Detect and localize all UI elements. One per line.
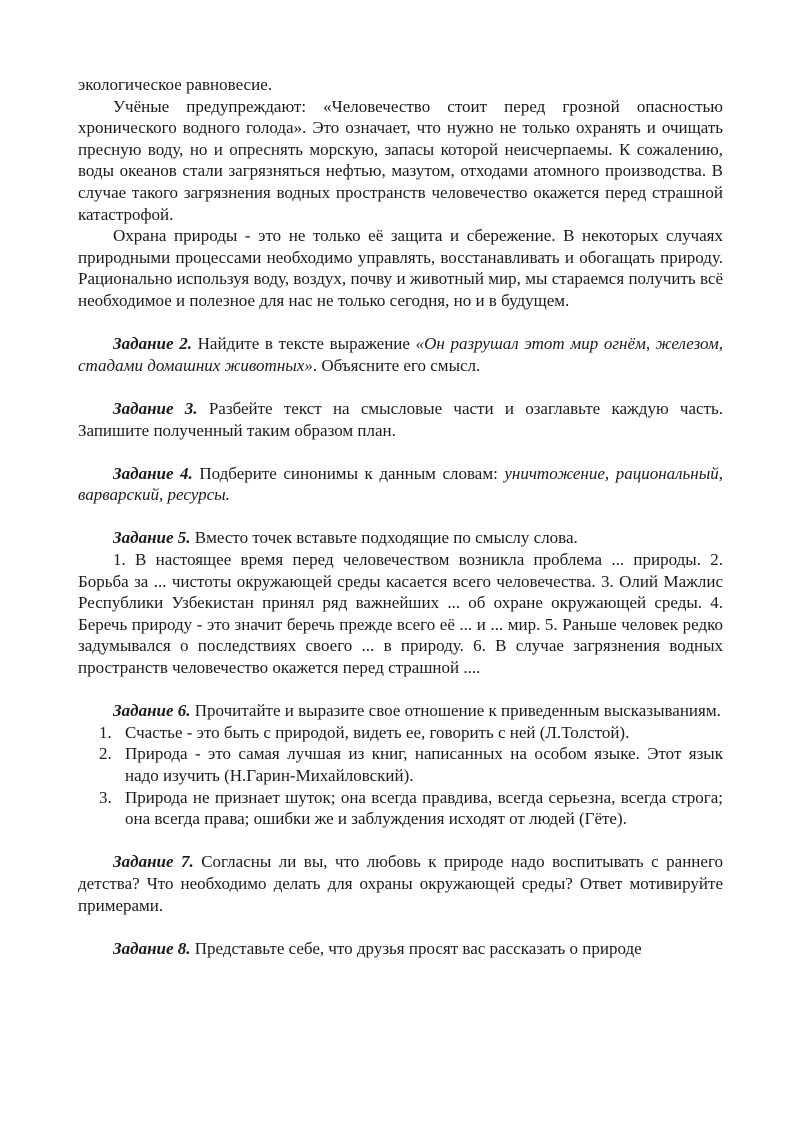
task-4 — [78, 463, 723, 506]
task-5 — [78, 527, 723, 549]
task-5-label: Задание 5. — [113, 528, 191, 548]
list-item — [78, 743, 723, 786]
document-page — [78, 74, 723, 959]
paragraph-nature-protection: Охрана природы - это не только её защита и сбережение. В некоторых случаях природными процессами необходимо управлять, восстанавливать и обогащать природу. Рационально используя воду, воздух, почву и животный мир, мы стараемся получить всё необходимое и полезное для нас не только сегодня, но и в будущем. — [78, 226, 723, 310]
task-2-quote: «Он разрушал этот мир огнём, железом, стадами домашних животных» — [78, 334, 723, 375]
task-3-label: Задание 3. — [113, 398, 198, 418]
task-2 — [78, 333, 723, 376]
task-5-body: 1. В настоящее время перед человечеством возникла проблема ... природы. 2. Борьба за ... чистоты окружающей среды касается всего человечества. 3. Олий Мажлис Республики Узбекистан принял ряд важнейших ... об охране окружающей среды. 4. Беречь природу - это значит беречь прежде всего её ... и ... мир. 5. Раньше человек редко задумывался о последствиях своего ... в природу. 6. В случае загрязнения водных пространств человечество окажется перед страшной .... — [78, 550, 723, 678]
list-item-text: Природа - это самая лучшая из книг, написанных на особом языке. Этот язык надо изучить (Н.Гарин-Михайловский). — [125, 744, 723, 785]
task-3 — [78, 398, 723, 441]
task-4-text: Подберите синонимы к данным словам: — [192, 463, 505, 483]
task-8-text: Представьте себе, что друзья просят вас рассказать о природе — [190, 938, 642, 958]
list-item-number: 3. — [99, 787, 112, 807]
task-2-text-a: Найдите в тексте выражение — [191, 334, 416, 354]
task-4-words: уничтожение, рациональный, варварский, ресурсы. — [78, 463, 723, 505]
task-2-text-b: . Объясните его смысл. — [312, 355, 481, 375]
task-4-label: Задание 4. — [113, 463, 193, 483]
quote-list — [78, 722, 723, 830]
task-3-text: Разбейте текст на смысловые части и озаглавьте каждую часть. Запишите полученный таким образом план. — [78, 398, 724, 440]
list-item-text: Природа не признает шуток; она всегда правдива, всегда серьезна, всегда строга; она всегда права; ошибки же и заблуждения исходят от людей (Гёте). — [125, 787, 723, 829]
task-6-text: Прочитайте и выразите свое отношение к приведенным высказываниям. — [190, 701, 721, 721]
list-item — [78, 722, 723, 744]
task-6-label: Задание 6. — [113, 701, 191, 721]
task-6 — [78, 700, 723, 722]
list-item-number: 2. — [99, 744, 112, 764]
list-item-number: 1. — [99, 722, 112, 742]
task-5-text: Вместо точек вставьте подходящие по смыслу слова. — [190, 528, 578, 548]
paragraph-water: Учёные предупреждают: «Человечество стоит перед грозной опасностью хронического водного голода». Это означает, что нужно не только охранять и очищать пресную воду, но и опреснять морскую, запасы которой неисчерпаемы. К сожалению, воды океанов стали загрязняться нефтью, мазутом, отходами атомного производства. В случае такого загрязнения водных пространств человечество окажется перед страшной катастрофой. — [78, 96, 723, 224]
list-item-text: Счастье - это быть с природой, видеть ее, говорить с ней (Л.Толстой). — [125, 722, 630, 742]
task-7-text: Согласны ли вы, что любовь к природе надо воспитывать с раннего детства? Что необходимо делать для охраны окружающей среды? Ответ мотивируйте примерами. — [78, 852, 723, 915]
task-7-label: Задание 7. — [113, 852, 194, 872]
task-8 — [78, 938, 723, 960]
task-8-label: Задание 8. — [113, 938, 191, 958]
task-7 — [78, 851, 723, 916]
list-item — [78, 787, 723, 830]
paragraph-continuation: экологическое равновесие. — [78, 75, 272, 94]
task-2-label: Задание 2. — [113, 334, 192, 354]
